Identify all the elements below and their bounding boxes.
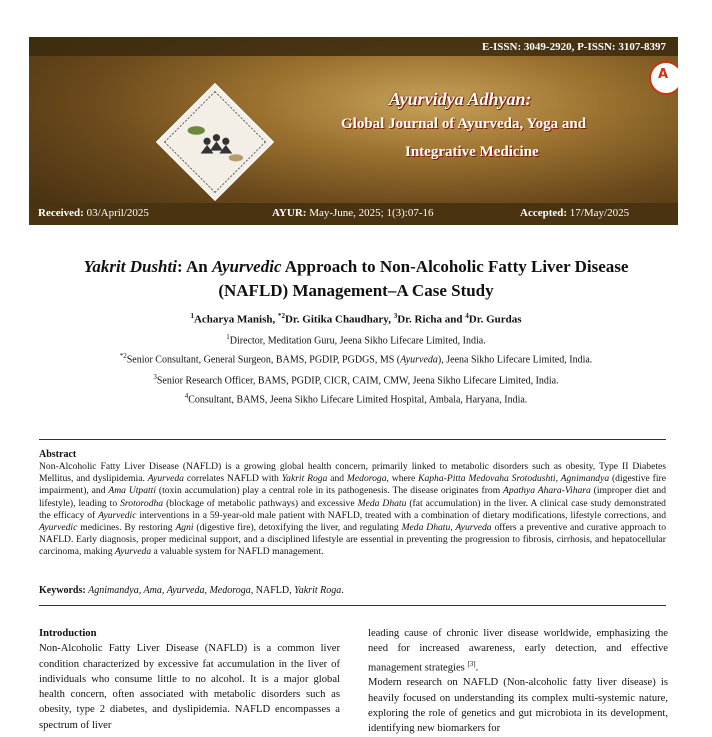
abstract-top-rule [39,439,666,440]
affiliation-4: $^4$Consultant, BAMS, Jeena Sikho Lifecare Limited Hospital, Ambala, Haryana, India. [184,392,528,406]
abstract-text: Non-Alcoholic Fatty Liver Disease (NAFLD) is a growing global health concern, primarily linked to metabolic disorders such as obesity, Type II Diabetes Mellitus, and dyslipidemia. Ayurveda correlates NAFLD with Yakrit Roga and Medoroga, where Kapha-Pitta Medovaha Srotodushti, Agnimandya (digestive fire impairment), and Ama Utpatti (toxin accumulation) play a central role in its pathogenesis. The disease originates from Apathya Ahara-Vihara (improper diet and lifestyle), leading to Srotorodha (blockage of metabolic pathways) and excessive Meda Dhatu (fat accumulation) in the liver. A clinical case study demonstrated the efficacy of Ayurvedic interventions in a 59-year-old male patient with NAFLD, treated with a combination of dietary modifications, lifestyle corrections, and Ayurvedic medicines. By restoring Agni (digestive fire), detoxifying the liver, and regulating Meda Dhatu, Ayurveda offers a preventive and curative approach to NAFLD. Early diagnosis, proper medicinal support, and a disciplined lifestyle are essential in preventing the progression to fibrosis, cirrhosis, and hepatocellular carcinoma, making Ayurveda a valuable system for NAFLD management. [39,461,667,558]
affiliation-3: $^3$Senior Research Officer, BAMS, PGDIP, CICR, CAIM, CMW, Jeena Sikho Lifecare Limited, India. [153,373,559,387]
received-date: Received: 03/April/2025 [38,207,149,219]
publication-info-bar [29,203,678,225]
yoga-figures-icon [175,102,256,183]
herbs-yoga-collage-icon [157,84,269,196]
affiliation-2: $^{*2}$Senior Consultant, General Surgeon, BAMS, PGDIP, PGDGS, MS (Ayurveda), Jeena Sikho Lifecare Limited, India. [119,352,593,366]
journal-banner [29,37,678,225]
ayurvidya-logo-icon: A [649,61,678,95]
accepted-date: Accepted: 17/May/2025 [520,207,630,219]
right-paragraph-2: Modern research on NAFLD (Non-alcoholic fatty liver disease) is heavily focused on understanding its complex multi-systemic nature, exploring the role of genetics and gut microbiota in its development, identifying new biomarkers for [368,677,668,735]
journal-title: Ayurvidya Adhyan: [389,89,532,109]
issn-text: E-ISSN: 3049-2920, P-ISSN: 3107-8397 [482,41,666,53]
abstract-bottom-rule [39,605,666,606]
journal-subtitle-line2: Integrative Medicine [405,144,539,160]
right-paragraph-1: leading cause of chronic liver disease worldwide, emphasizing the need for increased awareness, early detection, and effective management strategies [3]. [368,628,668,674]
introduction-paragraph: Non-Alcoholic Fatty Liver Disease (NAFLD) is a common liver condition characterized by excessive fat accumulation in the liver of individuals who consume little to no alcohol. It is a major global health concern, often associated with metabolic disorders such as obesity, type 2 diabetes, and dyslipidemia. NAFLD encompasses a spectrum of liver [39,643,340,731]
introduction-heading: Introduction [39,628,97,639]
journal-subtitle-line1: Global Journal of Ayurveda, Yoga and [341,116,587,132]
body-right-column [368,626,668,737]
citation-info: AYUR: May-June, 2025; 1(3):07-16 [272,207,434,219]
body-left-column [39,626,340,733]
abstract-heading: Abstract [39,449,77,460]
author-list: $^1$Acharya Manish, $^{*2}$Dr. Gitika Chaudhary, $^3$Dr. Richa and $^4$Dr. Gurdas [190,312,522,326]
article-title: Yakrit Dushti: An Ayurvedic Approach to Non-Alcoholic Fatty Liver Disease (NAFLD) Management–A Case Study [83,257,629,300]
keywords: Keywords: Agnimandya, Ama, Ayurveda, Medoroga, NAFLD, Yakrit Roga. [39,585,344,596]
affiliation-1: $^1$Director, Meditation Guru, Jeena Sikho Lifecare Limited, India. [226,333,486,347]
